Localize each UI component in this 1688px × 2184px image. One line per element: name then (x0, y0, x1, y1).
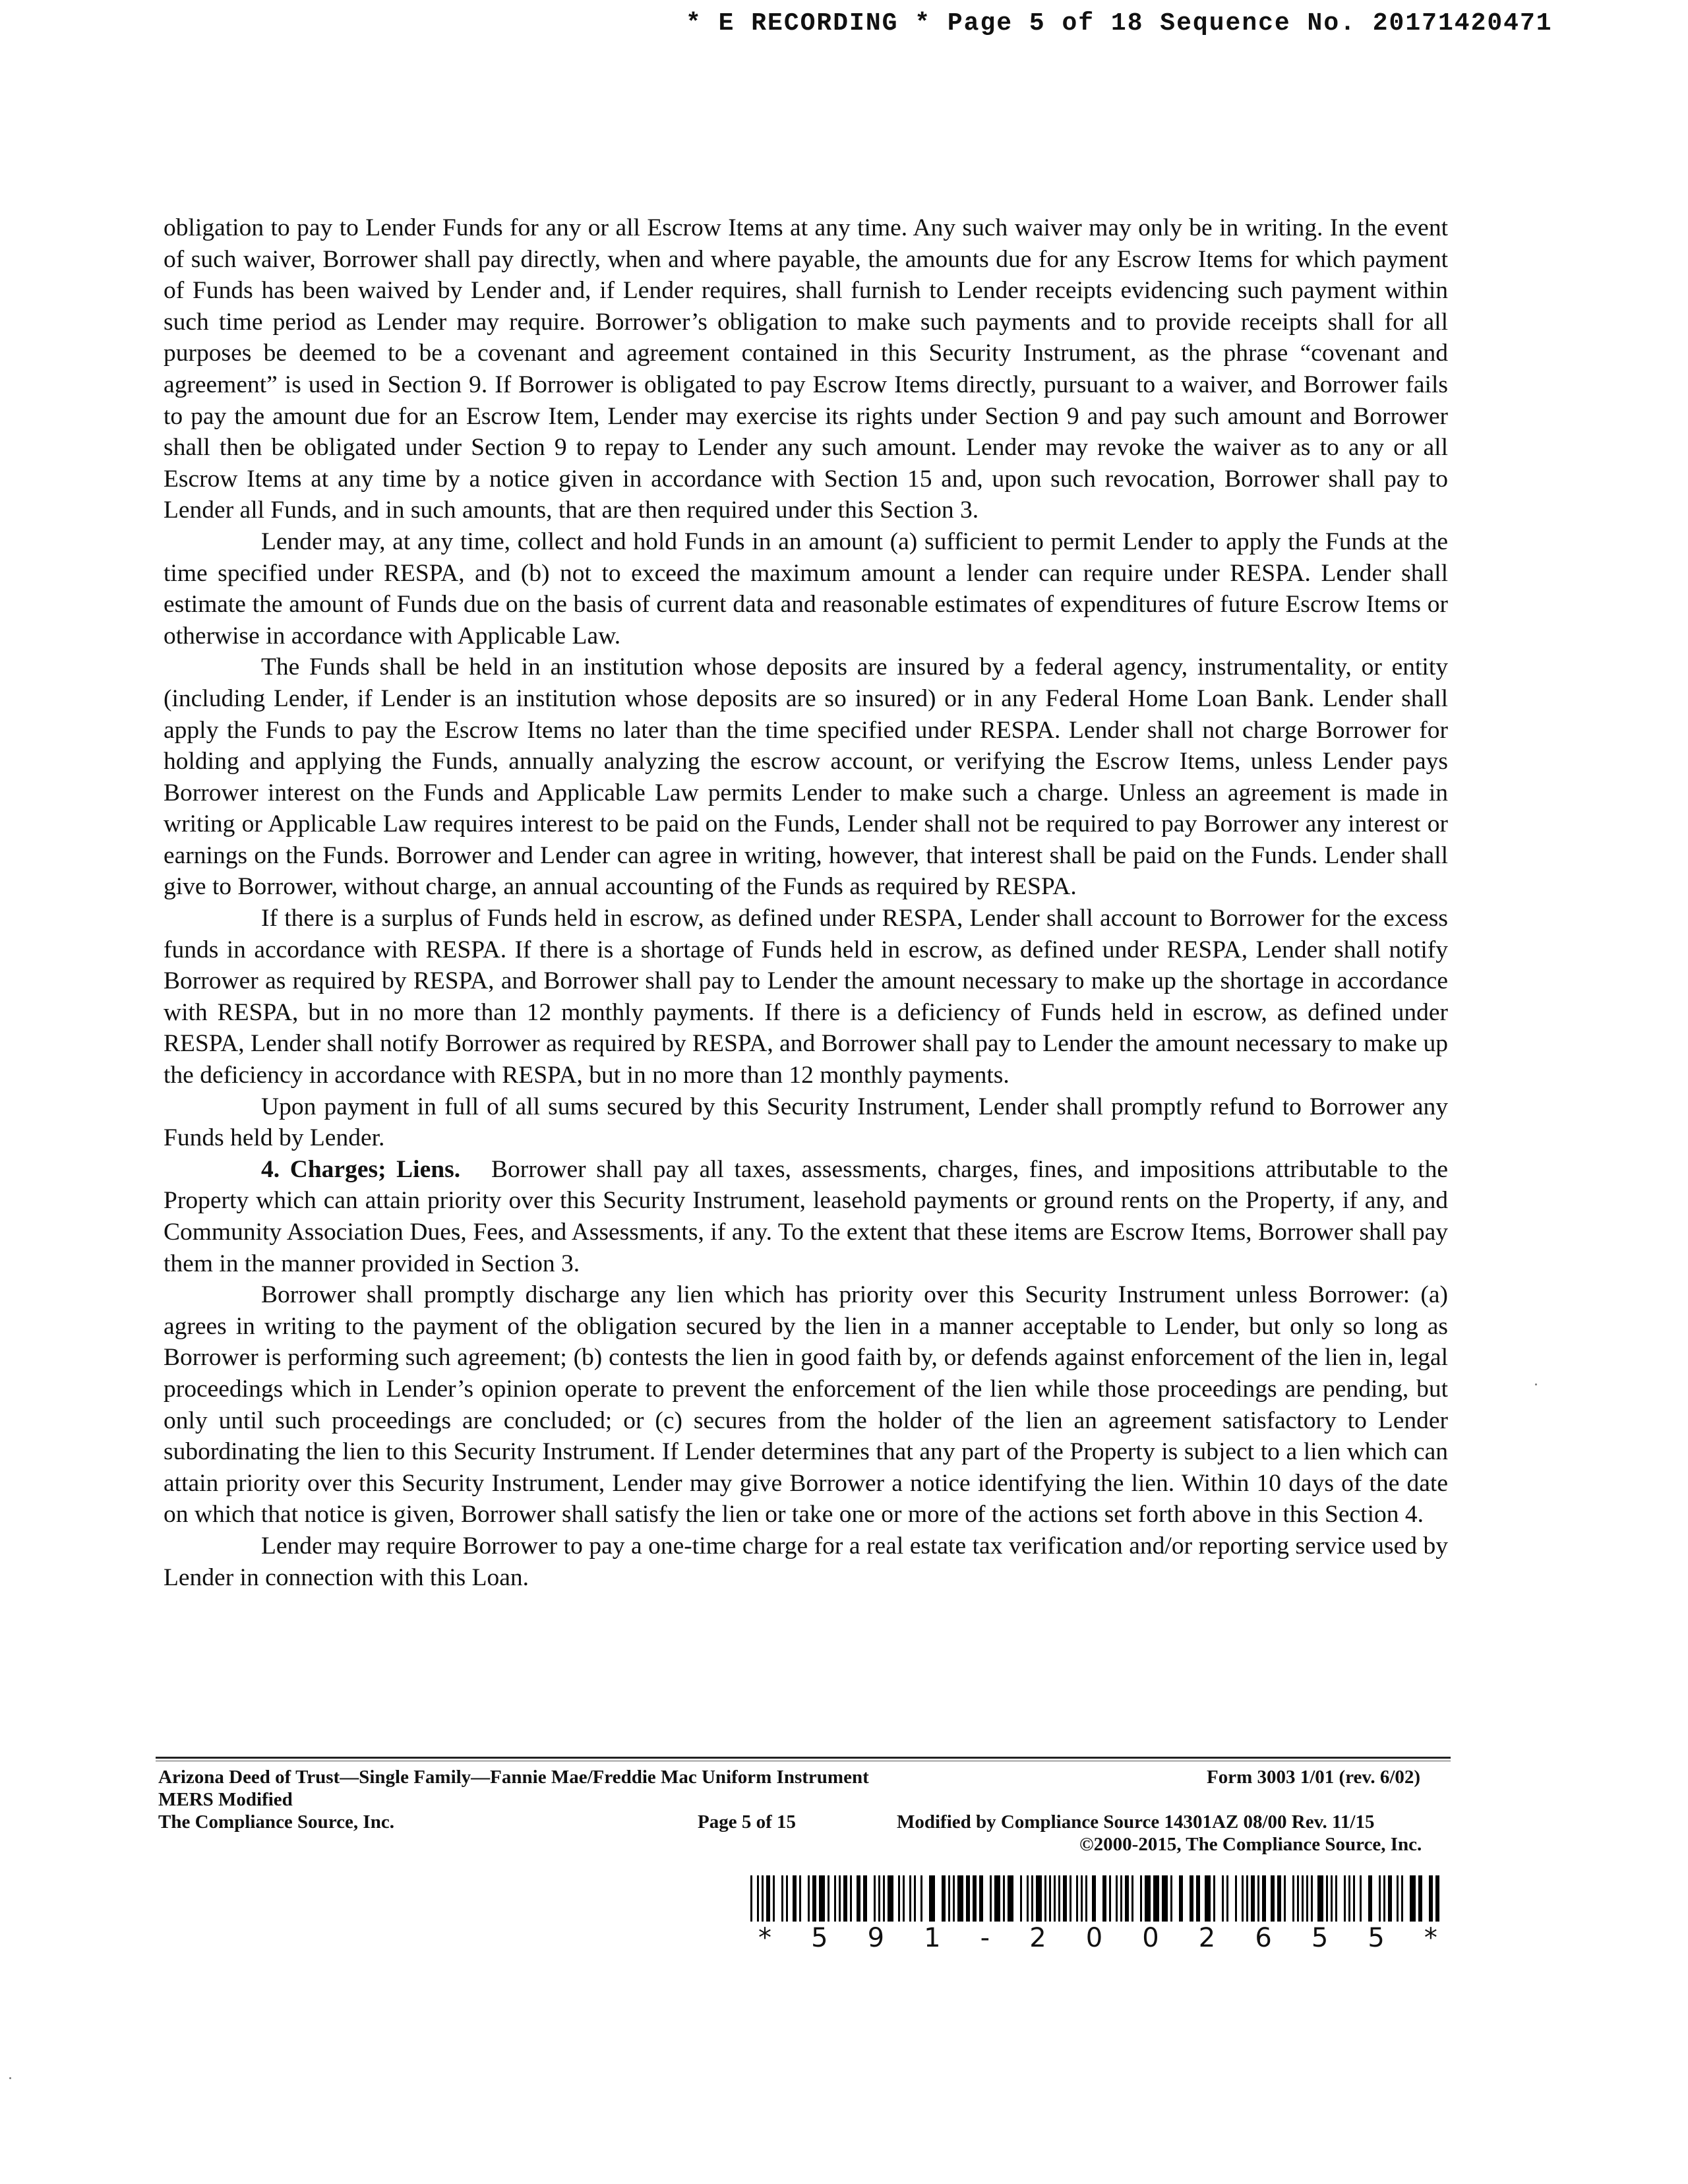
barcode-bar (1063, 1875, 1067, 1922)
barcode-bar (1388, 1875, 1392, 1922)
barcode-char: 0 (1142, 1923, 1159, 1953)
paragraph-discharge-lien: Borrower shall promptly discharge any lien which has priority over this Security Instrument unless Borrower: (a) agrees in writing to the payment of the obligation secured by the lien in a manner acceptable to Lender, but only so long as Borrower is performing such agreement; (b) contests the lien in good faith by, or defends against enforcement of the lien in, legal proceedings which in Lender’s opinion operate to prevent the enforcement of the lien while those proceedings are pending, but only until such proceedings are concluded; or (c) secures from the holder of the lien an agreement satisfactory to Lender subordinating the lien to this Security Instrument. If Lender determines that any part of the Property is subject to a lien which can attain priority over this Security Instrument, Lender may give Borrower a notice identifying the lien. Within 10 days of the date on which that notice is given, Borrower shall satisfy the lien or take one or more of the actions set forth above in this Section 4. (164, 1281, 1448, 1529)
barcode-bar (1196, 1875, 1200, 1922)
barcode-bar (1306, 1875, 1308, 1922)
barcode-bar (1242, 1875, 1244, 1922)
barcode-bar (920, 1875, 922, 1922)
barcode-bar (979, 1875, 983, 1922)
footer-divider (156, 1757, 1451, 1759)
paragraph-charges-liens (164, 1154, 1448, 1279)
barcode-char: * (1424, 1923, 1437, 1953)
barcode-bar (843, 1875, 847, 1922)
paragraph-collect-funds: Lender may, at any time, collect and hold Funds in an amount (a) sufficient to permit Lender to apply the Funds at the time specified under RESPA, and (b) not to exceed the maximum amount a lender can require under RESPA. Lender shall estimate the amount of Funds due on the basis of current data and reasonable estimates of expenditures of future Escrow Items or otherwise in accordance with Applicable Law. (164, 528, 1448, 650)
paragraph-escrow-waiver: obligation to pay to Lender Funds for any or all Escrow Items at any time. Any such waiver may only be in writing. In the event of such waiver, Borrower shall pay directly, when and where payable, the amounts due for any Escrow Items for which payment of Funds has been waived by Lender and, if Lender requires, shall furnish to Lender receipts evidencing such payment within such time period as Lender may require. Borrower’s obligation to make such payments and to provide receipts shall for all purposes be deemed to be a covenant and agreement contained in this Security Instrument, as the phrase “covenant and agreement” is used in Section 9. If Borrower is obligated to pay Escrow Items directly, pursuant to a waiver, and Borrower fails to pay the amount due for an Escrow Item, Lender may exercise its rights under Section 9 and pay such amount and Borrower shall then be obligated under Section 9 to repay to Lender any such amount. Lender may revoke the waiver as to any or all Escrow Items at any time by a notice given in accordance with Section 15 and, upon such revocation, Borrower shall pay to Lender all Funds, and in such amounts, that are then required under this Section 3. (164, 214, 1448, 524)
barcode-bar (1070, 1875, 1071, 1922)
barcode-bar (909, 1875, 911, 1922)
barcode-bar (762, 1875, 764, 1922)
barcode-bar (1076, 1875, 1078, 1922)
barcode-bar (1044, 1875, 1046, 1922)
barcode-bar (1397, 1875, 1399, 1922)
footer-mers: MERS Modified (158, 1789, 293, 1810)
barcode-bar (1140, 1875, 1142, 1922)
barcode-bar (1120, 1875, 1122, 1922)
barcode-bar (773, 1875, 775, 1922)
barcode-bar (1317, 1875, 1323, 1922)
barcode-bar (1257, 1875, 1259, 1922)
barcode-bar (799, 1875, 801, 1922)
barcode-bar (1302, 1875, 1304, 1922)
barcode-bar (883, 1875, 885, 1922)
barcode-bar (828, 1875, 829, 1922)
barcode-bar (1335, 1875, 1337, 1922)
barcode-bar (1251, 1875, 1255, 1922)
barcode-bar (1003, 1875, 1005, 1922)
barcode-bar (1368, 1875, 1372, 1922)
barcode-bar (1109, 1875, 1111, 1922)
barcode-char: 2 (1029, 1923, 1046, 1953)
barcode-bar (1429, 1875, 1433, 1922)
paragraph-funds-held: The Funds shall be held in an institution whose deposits are insured by a federal agency, instrumentality, or entity (including Lender, if Lender is an institution whose deposits are so insured) or in any Federal Home Loan Bank. Lender shall apply the Funds to pay the Escrow Items no later than the time specified under RESPA. Lender shall not charge Borrower for holding and applying the Funds, annually analyzing the escrow account, or verifying the Escrow Items, unless Lender pays Borrower interest on the Funds and Applicable Law permits Lender to make such a charge. Unless an agreement is made in writing or Applicable Law requires interest to be paid on the Funds, Lender shall not be required to pay Borrower any interest or earnings on the Funds. Borrower and Lender can agree in writing, however, that interest shall be paid on the Funds. Lender shall give to Borrower, without charge, an annual accounting of the Funds as required by RESPA. (164, 653, 1448, 901)
barcode-bar (1297, 1875, 1299, 1922)
barcode-bar (957, 1875, 963, 1922)
barcode-bar (757, 1875, 759, 1922)
barcode-bar (1205, 1875, 1211, 1922)
barcode-bar (1311, 1875, 1313, 1922)
barcode-bar (1292, 1875, 1294, 1922)
barcode-bar (990, 1875, 992, 1922)
barcode-bar (793, 1875, 797, 1922)
section-4-title: 4. Charges; Liens. (261, 1155, 461, 1183)
footer-company: The Compliance Source, Inc. (158, 1811, 394, 1833)
barcode-char: 9 (867, 1923, 885, 1953)
barcode-bar (839, 1875, 841, 1922)
barcode-bar (1277, 1875, 1281, 1922)
barcode-bar (1271, 1875, 1275, 1922)
barcode-bar (914, 1875, 916, 1922)
barcode-bar (1344, 1875, 1346, 1922)
barcode-bar (1125, 1875, 1129, 1922)
barcode-bar (863, 1875, 867, 1922)
barcode-bar (966, 1875, 970, 1922)
scan-speck (1535, 1383, 1537, 1385)
document-body (164, 212, 1448, 1593)
barcode-char: 6 (1255, 1923, 1272, 1953)
barcode-bar (1102, 1875, 1106, 1922)
barcode-bar (953, 1875, 955, 1922)
barcode-bar (1246, 1875, 1248, 1922)
footer-page-number: Page 5 of 15 (698, 1811, 796, 1833)
barcode-char: 0 (1085, 1923, 1103, 1953)
barcode-bar (1435, 1875, 1439, 1922)
barcode-bar (1410, 1875, 1416, 1922)
recording-header: * E RECORDING * Page 5 of 18 Sequence No. 20171420471 (686, 9, 1553, 38)
barcode-char: 5 (1311, 1923, 1329, 1953)
barcode-bar (812, 1875, 816, 1922)
barcode-bar (1131, 1875, 1133, 1922)
scan-speck (9, 2077, 11, 2079)
barcode-bar (1027, 1875, 1029, 1922)
barcode-bar (857, 1875, 860, 1922)
barcode-bar (888, 1875, 893, 1922)
footer-form-number: Form 3003 1/01 (rev. 6/02) (1207, 1767, 1421, 1788)
barcode-bar (781, 1875, 783, 1922)
barcode-bar (1020, 1875, 1022, 1922)
barcode-bar (1379, 1875, 1381, 1922)
paragraph-tax-verification: Lender may require Borrower to pay a one-time charge for a real estate tax verification and/or reporting service used by Lender in connection with this Loan. (164, 1532, 1448, 1591)
barcode-bar (1326, 1875, 1328, 1922)
barcode-bar (898, 1875, 900, 1922)
barcode-bar (1145, 1875, 1151, 1922)
barcode-bar (874, 1875, 876, 1922)
barcode-bar (1170, 1875, 1172, 1922)
barcode-bar (1262, 1875, 1266, 1922)
barcode-bar (1092, 1875, 1096, 1922)
barcode-bar (819, 1875, 825, 1922)
barcode-bar (1418, 1875, 1422, 1922)
barcode-bar (1116, 1875, 1118, 1922)
barcode-bar (808, 1875, 810, 1922)
barcode-bars (749, 1875, 1443, 1922)
barcode-bar (1058, 1875, 1060, 1922)
barcode-bar (1348, 1875, 1350, 1922)
barcode-bar (1085, 1875, 1087, 1922)
barcode-bar (973, 1875, 977, 1922)
barcode-bar (1054, 1875, 1056, 1922)
barcode-bar (834, 1875, 836, 1922)
barcode-char: 1 (924, 1923, 941, 1953)
barcode-bar (786, 1875, 788, 1922)
barcode-bar (1353, 1875, 1355, 1922)
barcode-bar (1226, 1875, 1228, 1922)
barcode-char: - (980, 1923, 990, 1953)
barcode-char: 5 (1368, 1923, 1385, 1953)
barcode-bar (948, 1875, 950, 1922)
barcode-bar (1081, 1875, 1083, 1922)
barcode-char: 2 (1198, 1923, 1216, 1953)
paragraph-refund: Upon payment in full of all sums secured by this Security Instrument, Lender shall promptly refund to Borrower any Funds held by Lender. (164, 1093, 1448, 1152)
barcode-bar (994, 1875, 1000, 1922)
barcode-bar (1235, 1875, 1237, 1922)
barcode-bar (766, 1875, 770, 1922)
barcode-bar (1036, 1875, 1042, 1922)
barcode-bar (1008, 1875, 1013, 1922)
footer-modified-by: Modified by Compliance Source 14301AZ 08/00 Rev. 11/15 (897, 1811, 1375, 1833)
barcode-char: * (758, 1923, 771, 1953)
footer-form-title: Arizona Deed of Trust—Single Family—Fannie Mae/Freddie Mac Uniform Instrument (158, 1767, 869, 1788)
barcode-bar (1284, 1875, 1286, 1922)
barcode-bar (1162, 1875, 1168, 1922)
barcode-bar (929, 1875, 935, 1922)
barcode-bar (878, 1875, 880, 1922)
barcode-bar (1153, 1875, 1159, 1922)
paragraph-surplus: If there is a surplus of Funds held in escrow, as defined under RESPA, Lender shall account to Borrower for the excess funds in accordance with RESPA. If there is a shortage of Funds held in escrow, as defined under RESPA, Lender shall notify Borrower as required by RESPA, and Borrower shall pay to Lender the amount necessary to make up the shortage in accordance with RESPA, but in no more than 12 monthly payments. If there is a deficiency of Funds held in escrow, as defined under RESPA, Lender shall notify Borrower as required by RESPA, and Borrower shall pay to Lender the amount necessary to make up the deficiency in accordance with RESPA, but in no more than 12 monthly payments. (164, 905, 1448, 1089)
barcode-bar (1222, 1875, 1224, 1922)
barcode-bar (1383, 1875, 1385, 1922)
barcode-bar (1213, 1875, 1215, 1922)
barcode-bar (1031, 1875, 1033, 1922)
barcode-bar (850, 1875, 852, 1922)
barcode-bar (1360, 1875, 1362, 1922)
barcode-bar (1049, 1875, 1051, 1922)
section-4-text: Borrower shall pay all taxes, assessments, charges, fines, and impositions attributable to the Property which can attain priority over this Security Instrument, leasehold payments or ground rents on the Property, if any, and Community Association Dues, Fees, and Assessments, if any. To the extent that these items are Escrow Items, Borrower shall pay them in the manner provided in Section 3. (164, 1155, 1449, 1277)
barcode-bar (942, 1875, 946, 1922)
barcode-bar (1190, 1875, 1193, 1922)
barcode-char: 5 (811, 1923, 828, 1953)
barcode-bar (750, 1875, 752, 1922)
barcode-bar (1331, 1875, 1333, 1922)
barcode-caption (758, 1923, 1437, 1953)
footer-copyright: ©2000-2015, The Compliance Source, Inc. (1079, 1834, 1422, 1855)
barcode-bar (1401, 1875, 1403, 1922)
barcode-bar (1179, 1875, 1183, 1922)
barcode-bar (903, 1875, 905, 1922)
